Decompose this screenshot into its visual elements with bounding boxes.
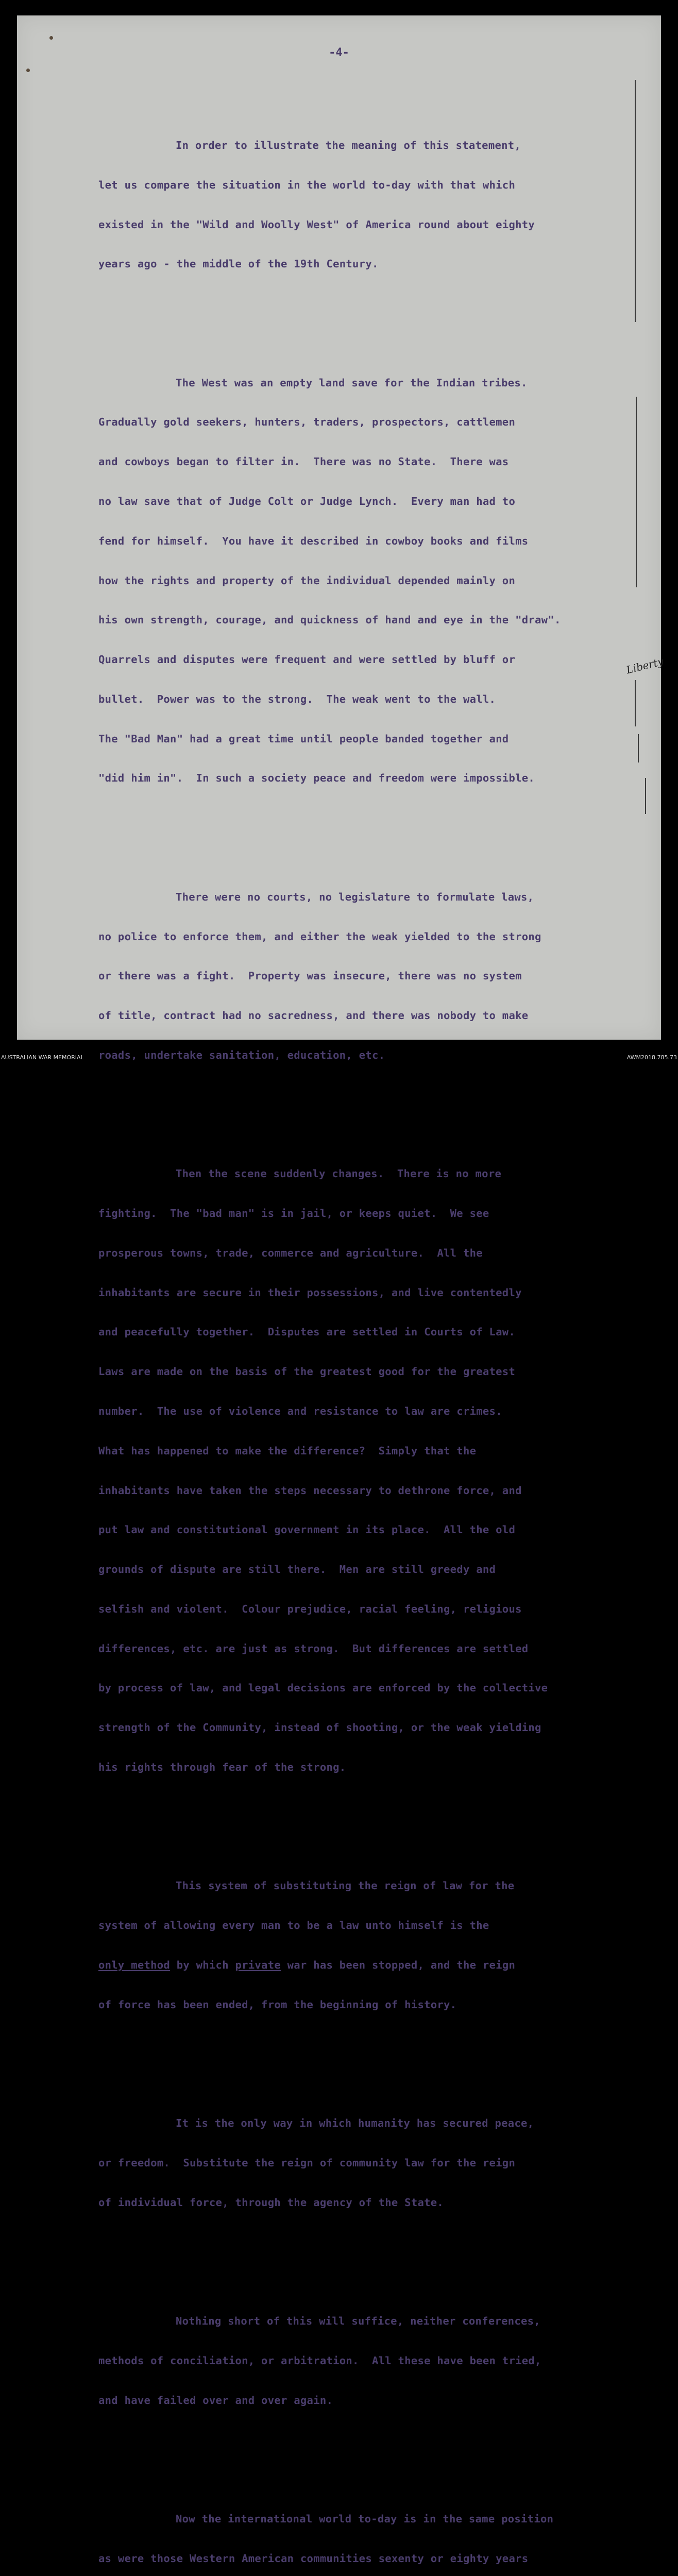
text-line: Nothing short of this will suffice, neither conferences, (176, 2314, 540, 2327)
text-line: as were those Western American communities sexenty or eighty years (98, 2552, 529, 2565)
text-line: how the rights and property of the individual depended mainly on (98, 574, 516, 587)
text-line: no law save that of Judge Colt or Judge Lynch. Every man had to (98, 495, 516, 507)
text-line: "did him in". In such a society peace and freedom were impossible. (98, 772, 535, 785)
paragraph (98, 113, 650, 297)
text-line: Then the scene suddenly changes. There is no more (176, 1167, 502, 1180)
text-line: put law and constitutional government in its place. All the old (98, 1523, 516, 1536)
text-line: and have failed over and over again. (98, 2394, 333, 2406)
text-line: system of allowing every man to be a law unto himself is the (98, 1919, 489, 1932)
text-line-underlined (98, 1959, 650, 1972)
text-line: inhabitants have taken the steps necessary to dethrone force, and (98, 1484, 522, 1497)
text-line: In order to illustrate the meaning of this statement, (176, 139, 521, 151)
typed-body-text (98, 73, 650, 2576)
footer-catalogue-number: AWM2018.785.73 (626, 1054, 677, 1061)
text-line: his rights through fear of the strong. (98, 1761, 346, 1773)
text-line: strength of the Community, instead of shooting, or the weak yielding (98, 1721, 541, 1734)
text-line: of individual force, through the agency of the State. (98, 2196, 444, 2209)
footer-archive-label: AUSTRALIAN WAR MEMORIAL (1, 1054, 84, 1061)
text-line: fend for himself. You have it described in cowboy books and films (98, 534, 529, 547)
text-line: This system of substituting the reign of law for the (176, 1879, 515, 1892)
text-line: It is the only way in which humanity has secured peace, (176, 2117, 534, 2130)
text-line: existed in the "Wild and Woolly West" of America round about eighty (98, 218, 535, 231)
paragraph (98, 2486, 650, 2576)
text-fragment: war has been stopped, and the reign (280, 1958, 516, 1971)
handwritten-annotation: Liberty (625, 655, 665, 676)
text-line: no police to enforce them, and either the weak yielded to the strong (98, 930, 541, 943)
text-line: or freedom. Substitute the reign of community law for the reign (98, 2156, 516, 2169)
paragraph (98, 2289, 650, 2434)
text-line: selfish and violent. Colour prejudice, racial feeling, religious (98, 1602, 522, 1615)
text-line: There were no courts, no legislature to formulate laws, (176, 890, 534, 903)
margin-mark (635, 680, 636, 726)
punch-hole (26, 69, 30, 72)
text-line: grounds of dispute are still there. Men are still greedy and (98, 1563, 496, 1576)
text-line: number. The use of violence and resistance to law are crimes. (98, 1404, 502, 1417)
paragraph (98, 2091, 650, 2236)
text-line: Gradually gold seekers, hunters, traders, prospectors, cattlemen (98, 416, 516, 429)
text-line: roads, undertake sanitation, education, etc. (98, 1048, 385, 1061)
text-line: let us compare the situation in the world to-day with that which (98, 178, 516, 191)
text-line: Now the international world to-day is in the same position (176, 2512, 554, 2525)
text-line: Quarrels and disputes were frequent and were settled by bluff or (98, 653, 516, 666)
page-number: -4- (329, 46, 349, 59)
text-fragment: by which (170, 1958, 235, 1971)
text-line: bullet. Power was to the strong. The weak went to the wall. (98, 692, 496, 705)
text-line: What has happened to make the difference? Simply that the (98, 1444, 477, 1457)
text-line: The West was an empty land save for the Indian tribes. (176, 376, 528, 389)
text-line: fighting. The "bad man" is in jail, or keeps quiet. We see (98, 1207, 489, 1220)
text-line: his own strength, courage, and quickness of hand and eye in the "draw". (98, 614, 561, 626)
text-line: differences, etc. are just as strong. But differences are settled (98, 1642, 529, 1655)
text-line: prosperous towns, trade, commerce and agriculture. All the (98, 1246, 483, 1259)
paragraph (98, 350, 650, 811)
underlined-phrase: private (235, 1958, 281, 1971)
text-line: of title, contract had no sacredness, and there was nobody to make (98, 1009, 529, 1022)
text-line: by process of law, and legal decisions are enforced by the collective (98, 1682, 548, 1694)
paragraph (98, 865, 650, 1089)
text-line: and peacefully together. Disputes are settled in Courts of Law. (98, 1326, 516, 1338)
text-line: years ago - the middle of the 19th Century. (98, 258, 379, 270)
paragraph (98, 1141, 650, 1801)
paragraph (98, 1853, 650, 2038)
text-line: of force has been ended, from the beginning of history. (98, 1998, 457, 2011)
margin-mark (636, 397, 637, 587)
margin-mark (635, 80, 636, 322)
text-line: and cowboys began to filter in. There was no State. There was (98, 455, 509, 468)
margin-mark (638, 734, 639, 762)
text-line: inhabitants are secure in their possessions, and live contentedly (98, 1286, 522, 1299)
underlined-phrase: only method (98, 1958, 171, 1971)
text-line: The "Bad Man" had a great time until people banded together and (98, 732, 509, 745)
text-line: or there was a fight. Property was insecure, there was no system (98, 970, 522, 982)
margin-mark (645, 778, 646, 814)
text-line: methods of conciliation, or arbitration. All these have been tried, (98, 2354, 541, 2367)
text-line: Laws are made on the basis of the greatest good for the greatest (98, 1365, 516, 1378)
punch-hole (49, 36, 53, 40)
